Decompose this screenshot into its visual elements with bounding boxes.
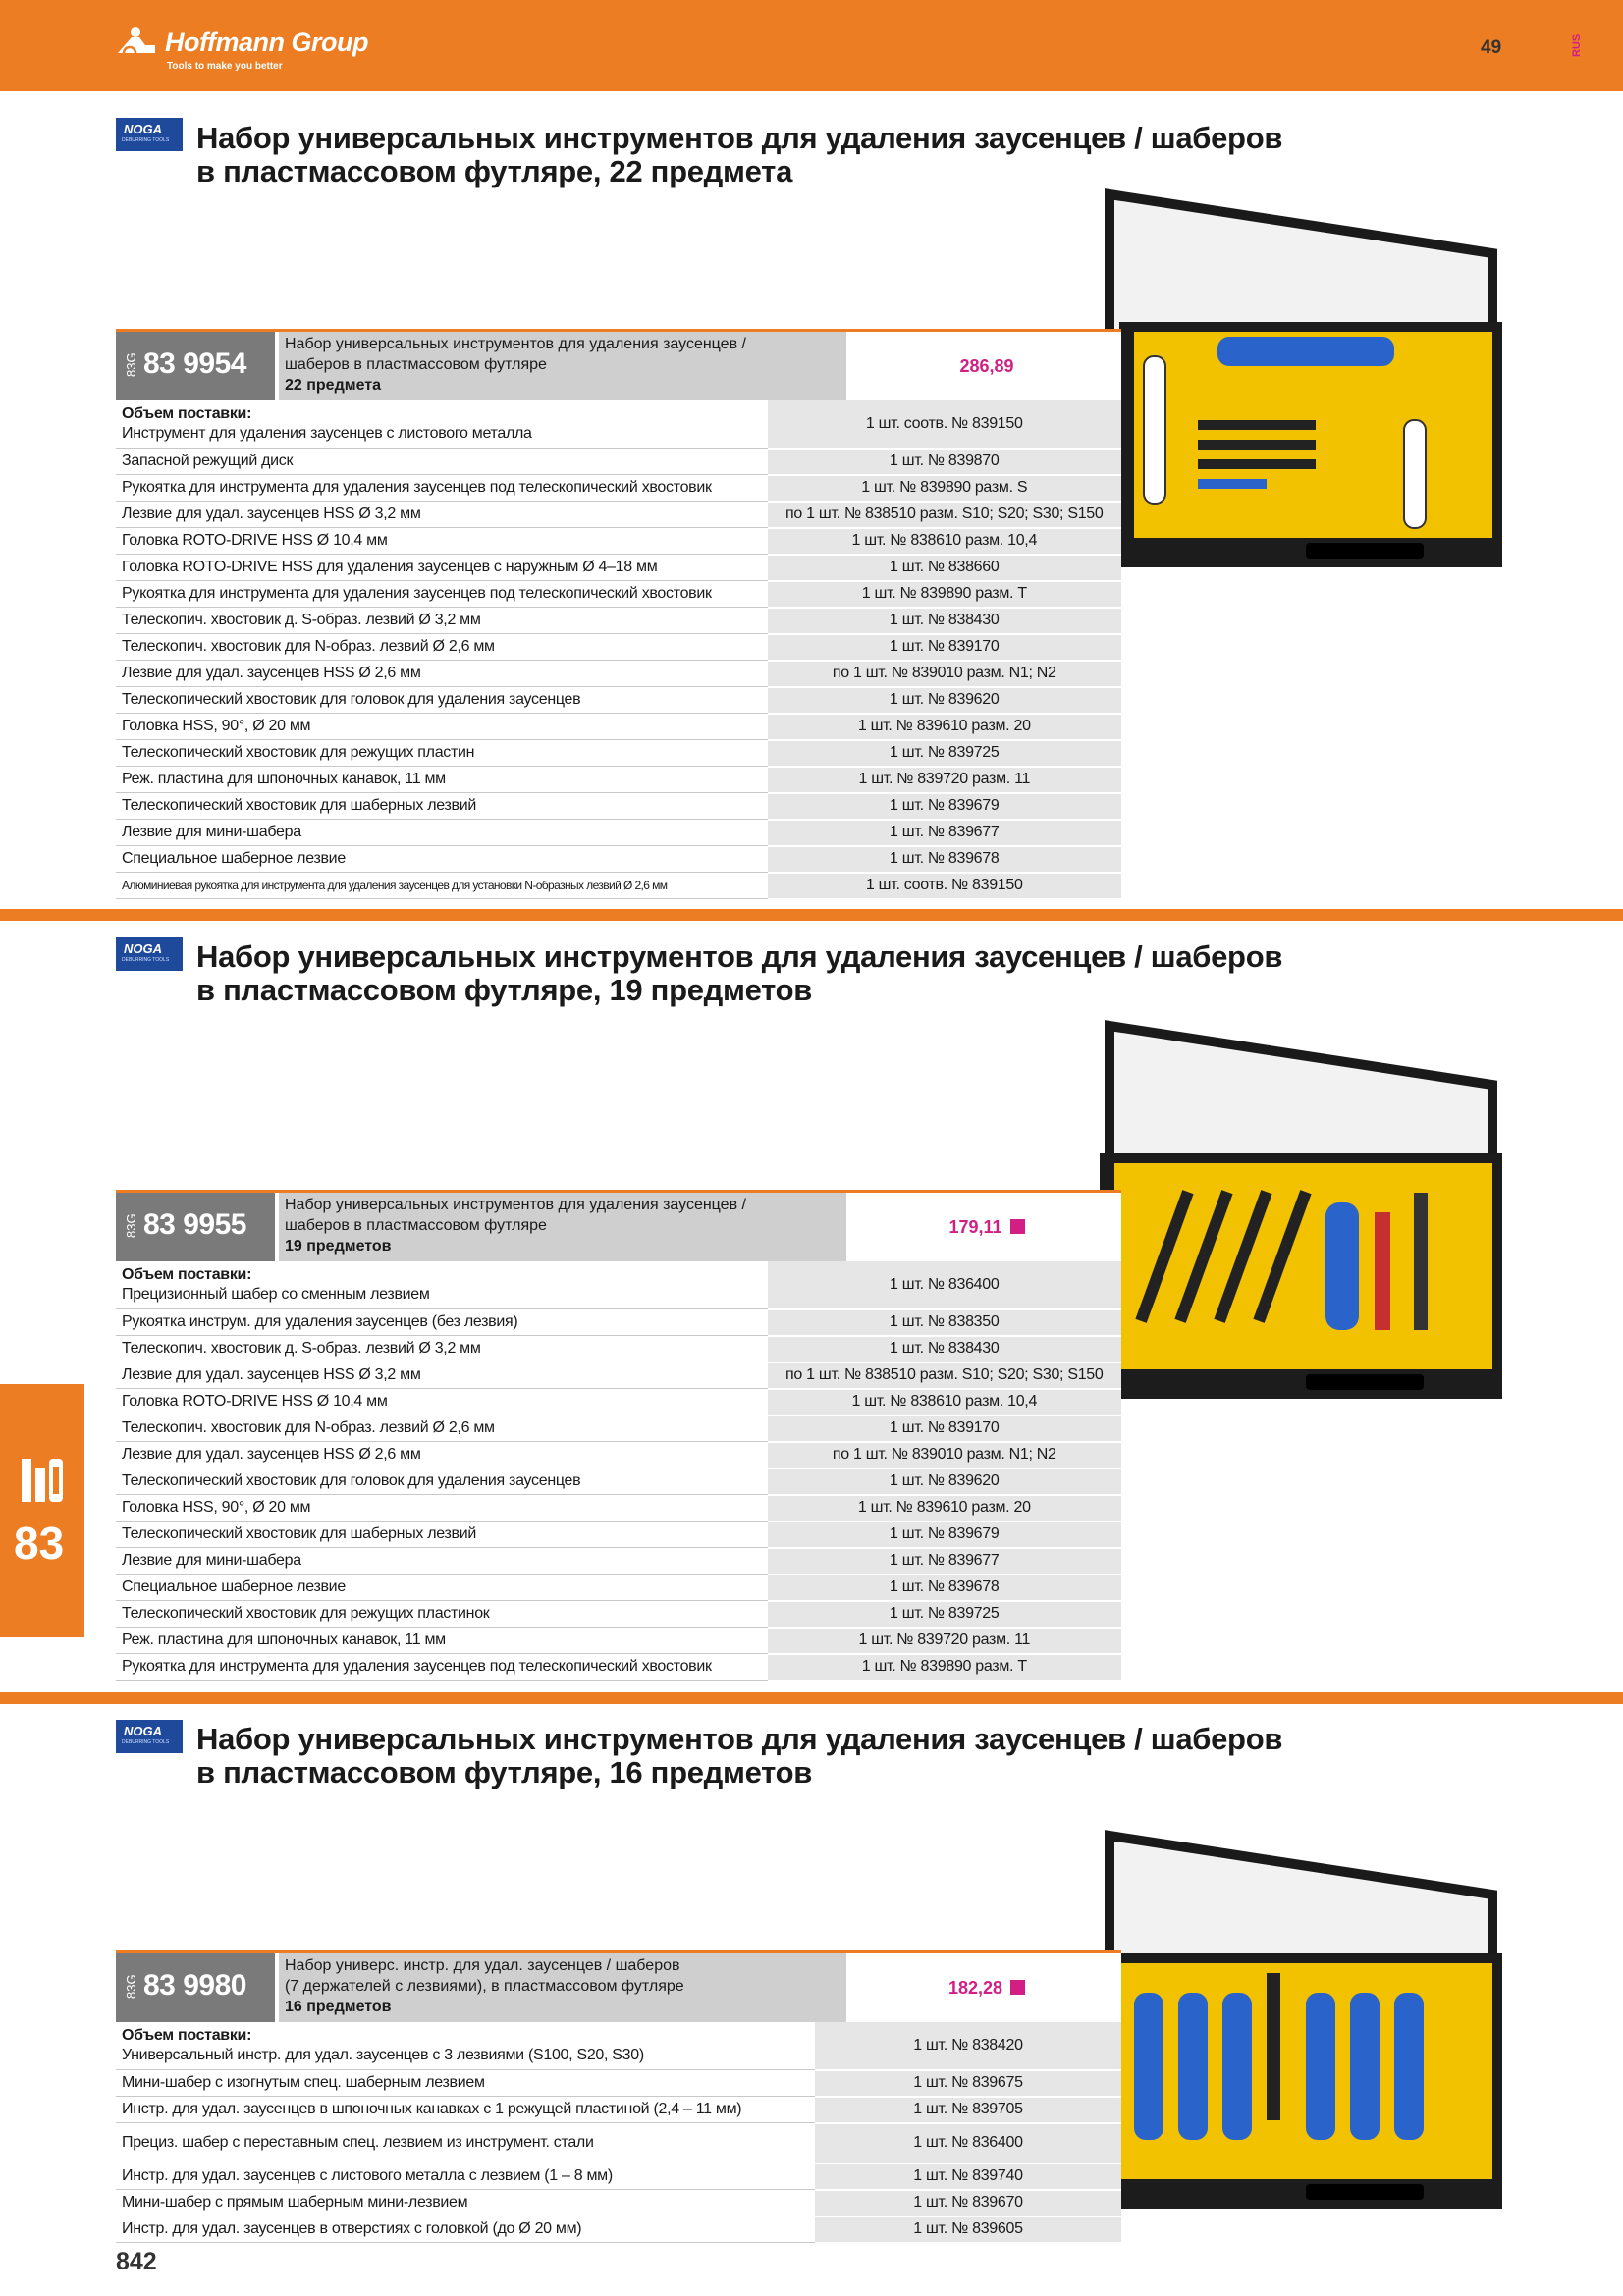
table-row: [116, 873, 1121, 899]
table-row: [116, 608, 1121, 634]
table-row: [116, 634, 1121, 661]
article-code-box: [116, 1953, 275, 2022]
table-cell: 1 шт. № 839679: [768, 1522, 1121, 1548]
text: Универсальный инстр. для удал. заусенцев с 3 лезвиями (S100, S20, S30): [122, 2047, 644, 2063]
text: Объем поставки:: [122, 2027, 252, 2044]
table-cell: 1 шт. № 839170: [768, 634, 1121, 661]
text: NOGA: [124, 1724, 162, 1738]
price: [852, 1953, 1121, 2022]
table-cell: 1 шт. № 838420: [815, 2022, 1121, 2070]
text: Прецизионный шабер со сменным лезвием: [122, 1286, 430, 1303]
table-cell: Телескопический хвостовик для шаберных лезвий: [116, 793, 768, 820]
table-cell: Лезвие для мини-шабера: [116, 820, 768, 846]
table-row: [116, 2190, 1121, 2216]
table-cell: Мини-шабер с изогнутым спец. шаберным лезвием: [116, 2070, 815, 2097]
table-row: [116, 449, 1121, 475]
text: 16 предметов: [285, 1999, 392, 2015]
contents-table: [116, 400, 1121, 900]
table-cell: Телескопич. хвостовик для N-образ. лезвий Ø 2,6 мм: [116, 1415, 768, 1442]
table-cell: Головка ROTO-DRIVE HSS Ø 10,4 мм: [116, 528, 768, 555]
price-marker-icon: [1010, 1980, 1025, 1995]
table-cell: 1 шт. № 839670: [815, 2190, 1121, 2216]
table-row: [116, 1654, 1121, 1681]
hoffmann-logo-icon: [116, 26, 161, 55]
text: 83G: [124, 1213, 138, 1238]
product-header-row: [116, 1950, 1121, 2022]
table-row: [116, 400, 1121, 449]
table-row: [116, 2216, 1121, 2243]
noga-logo: NOGA DEBURRING TOOLS: [116, 118, 183, 151]
table-cell: Рукоятка для инструмента для удаления заусенцев под телескопический хвостовик: [116, 581, 768, 608]
price-marker-icon: [1010, 1219, 1025, 1234]
table-cell: Головка ROTO-DRIVE HSS Ø 10,4 мм: [116, 1389, 768, 1415]
table-cell: 1 шт. № 839725: [768, 1601, 1121, 1628]
price: [852, 1193, 1121, 1261]
table-row: [116, 1362, 1121, 1389]
table-row: [116, 1548, 1121, 1575]
table-cell: 1 шт. соотв. № 839150: [768, 400, 1121, 449]
text: 83G: [124, 1974, 138, 1999]
table-cell: 1 шт. № 839679: [768, 793, 1121, 820]
table-row: [116, 740, 1121, 767]
table-cell: Телескопический хвостовик для головок для удаления заусенцев: [116, 1468, 768, 1495]
text: 286,89: [959, 356, 1014, 376]
text: 182,28: [947, 1978, 1003, 1998]
noga-logo: NOGA DEBURRING TOOLS: [116, 1720, 183, 1753]
table-row: [116, 1309, 1121, 1336]
table-row: [116, 2022, 1121, 2070]
table-cell: Рукоятка для инструмента для удаления заусенцев под телескопический хвостовик: [116, 1654, 768, 1681]
section-separator: [0, 909, 1623, 921]
text: NOGA: [124, 941, 162, 956]
table-cell: 1 шт. № 839677: [768, 820, 1121, 846]
table-row: [116, 1389, 1121, 1415]
table-cell: 1 шт. № 838610 разм. 10,4: [768, 1389, 1121, 1415]
table-cell: 1 шт. № 838430: [768, 608, 1121, 634]
language-code: RUS: [1571, 33, 1583, 57]
table-cell: 1 шт. № 839678: [768, 1575, 1121, 1601]
table-row: [116, 687, 1121, 714]
table-row: [116, 767, 1121, 793]
table-cell: Реж. пластина для шпоночных канавок, 11 мм: [116, 1628, 768, 1654]
text: (7 держателей с лезвиями), в пластмассовом футляре: [285, 1978, 684, 1995]
table-row: [116, 1261, 1121, 1309]
text: 179,11: [948, 1217, 1002, 1237]
table-row: [116, 1415, 1121, 1442]
table-cell: 1 шт. № 839677: [768, 1548, 1121, 1575]
page-number-top: 49: [1481, 37, 1502, 58]
product-title: [196, 940, 1282, 1007]
table-cell: Телескопический хвостовик для шаберных лезвий: [116, 1522, 768, 1548]
text: 22 предмета: [285, 377, 381, 394]
chapter-tab: [0, 1384, 84, 1637]
price: [852, 332, 1121, 400]
table-cell: Телескопич. хвостовик для N-образ. лезвий Ø 2,6 мм: [116, 634, 768, 661]
table-cell: Инстр. для удал. заусенцев в отверстиях с головкой (до Ø 20 мм): [116, 2216, 815, 2243]
text: Набор универс. инстр. для удал. заусенцев / шаберов: [285, 1957, 680, 1974]
table-cell: 1 шт. № 838660: [768, 555, 1121, 581]
table-row: [116, 2070, 1121, 2097]
top-bar: [0, 0, 1623, 91]
deburring-tool-icon: [18, 1455, 69, 1506]
table-cell: 1 шт. № 836400: [815, 2123, 1121, 2163]
table-cell: Головка ROTO-DRIVE HSS для удаления заусенцев с наружным Ø 4–18 мм: [116, 555, 768, 581]
table-row: [116, 1495, 1121, 1522]
table-row: [116, 1522, 1121, 1548]
table-row: [116, 475, 1121, 502]
table-row: [116, 1336, 1121, 1362]
noga-logo: NOGA DEBURRING TOOLS: [116, 937, 183, 971]
product-image-case-22: [1080, 185, 1512, 577]
table-cell: Лезвие для мини-шабера: [116, 1548, 768, 1575]
table-cell: 1 шт. № 838610 разм. 10,4: [768, 528, 1121, 555]
table-row: [116, 793, 1121, 820]
product-description: [279, 1953, 846, 2022]
section-separator: [0, 1692, 1623, 1704]
table-cell: 1 шт. № 839610 разм. 20: [768, 714, 1121, 740]
table-cell: Головка HSS, 90°, Ø 20 мм: [116, 1495, 768, 1522]
brand-tagline: Tools to make you better: [167, 61, 283, 72]
table-row: [116, 714, 1121, 740]
table-cell: 1 шт. № 839890 разм. T: [768, 581, 1121, 608]
table-cell: по 1 шт. № 838510 разм. S10; S20; S30; S150: [768, 1362, 1121, 1389]
table-cell: 1 шт. № 839725: [768, 740, 1121, 767]
text: в пластмассовом футляре, 16 предметов: [196, 1755, 813, 1789]
text: Набор универсальных инструментов для удаления заусенцев /: [285, 1197, 746, 1213]
table-cell: Прециз. шабер с переставным спец. лезвием из инструмент. стали: [116, 2123, 815, 2163]
product-description: [279, 1193, 846, 1261]
text: в пластмассовом футляре, 19 предметов: [196, 973, 813, 1007]
table-cell: Телескопич. хвостовик д. S-образ. лезвий Ø 3,2 мм: [116, 608, 768, 634]
table-cell: Головка HSS, 90°, Ø 20 мм: [116, 714, 768, 740]
table-cell: 1 шт. № 839705: [815, 2097, 1121, 2123]
table-row: [116, 555, 1121, 581]
table-cell: 1 шт. № 839620: [768, 1468, 1121, 1495]
table-cell: Телескопич. хвостовик д. S-образ. лезвий Ø 3,2 мм: [116, 1336, 768, 1362]
text: Набор универсальных инструментов для удаления заусенцев /: [285, 336, 746, 352]
table-cell: 1 шт. № 839610 разм. 20: [768, 1495, 1121, 1522]
product-title: [196, 122, 1282, 188]
table-row: [116, 1468, 1121, 1495]
product-description: [279, 332, 846, 400]
table-cell: 1 шт. № 839720 разм. 11: [768, 767, 1121, 793]
article-number: 83 9980: [143, 1969, 246, 2002]
table-row: [116, 1575, 1121, 1601]
table-cell: Алюминиевая рукоятка для инструмента для удаления заусенцев для установки N-образных лезвий Ø 2,6 мм: [116, 873, 768, 899]
table-cell: Лезвие для удал. заусенцев HSS Ø 2,6 мм: [116, 1442, 768, 1468]
contents-table: [116, 1261, 1121, 1682]
text: 19 предметов: [285, 1238, 392, 1255]
text: Набор универсальных инструментов для удаления заусенцев / шаберов: [196, 939, 1283, 974]
table-row: [116, 1442, 1121, 1468]
table-row: [116, 528, 1121, 555]
product-header-row: [116, 329, 1121, 400]
text: Набор универсальных инструментов для удаления заусенцев / шаберов: [196, 121, 1283, 155]
table-row: [116, 846, 1121, 873]
text: Объем поставки:: [122, 1266, 252, 1283]
table-cell: Специальное шаберное лезвие: [116, 846, 768, 873]
table-cell: 1 шт. № 839720 разм. 11: [768, 1628, 1121, 1654]
table-cell: по 1 шт. № 839010 разм. N1; N2: [768, 661, 1121, 687]
table-row: [116, 1628, 1121, 1654]
table-cell: 1 шт. № 836400: [768, 1261, 1121, 1309]
table-cell: 1 шт. № 839890 разм. T: [768, 1654, 1121, 1681]
table-cell: Реж. пластина для шпоночных канавок, 11 мм: [116, 767, 768, 793]
table-cell: 1 шт. № 838350: [768, 1309, 1121, 1336]
contents-table: [116, 2022, 1121, 2244]
page-number-bottom: 842: [116, 2248, 157, 2275]
table-row: [116, 502, 1121, 528]
table-row: [116, 820, 1121, 846]
table-cell: Телескопический хвостовик для режущих пластин: [116, 740, 768, 767]
table-cell: по 1 шт. № 838510 разм. S10; S20; S30; S150: [768, 502, 1121, 528]
article-number: 83 9954: [143, 347, 246, 380]
table-cell: 1 шт. № 839620: [768, 687, 1121, 714]
text: Объем поставки:: [122, 405, 252, 422]
product-title: [196, 1723, 1282, 1789]
table-cell: Лезвие для удал. заусенцев HSS Ø 3,2 мм: [116, 1362, 768, 1389]
table-row: [116, 2163, 1121, 2190]
product-header-row: [116, 1190, 1121, 1261]
brand-name: Hoffmann Group: [165, 27, 368, 57]
table-cell: Рукоятка для инструмента для удаления заусенцев под телескопический хвостовик: [116, 475, 768, 502]
table-cell: 1 шт. соотв. № 839150: [768, 873, 1121, 899]
product-image-case-19: [1080, 1016, 1512, 1409]
table-cell: Инстр. для удал. заусенцев с листового металла с лезвием (1 – 8 мм): [116, 2163, 815, 2190]
table-cell: 1 шт. № 838430: [768, 1336, 1121, 1362]
table-row: [116, 661, 1121, 687]
article-code-box: [116, 1193, 275, 1261]
table-cell: 1 шт. № 839890 разм. S: [768, 475, 1121, 502]
chapter-number: 83: [14, 1518, 65, 1569]
table-row: [116, 2097, 1121, 2123]
text: шаберов в пластмассовом футляре: [285, 1217, 547, 1234]
table-cell: Телескопический хвостовик для головок для удаления заусенцев: [116, 687, 768, 714]
text: Набор универсальных инструментов для удаления заусенцев / шаберов: [196, 1722, 1283, 1756]
table-cell: 1 шт. № 839605: [815, 2216, 1121, 2243]
table-row: [116, 581, 1121, 608]
table-cell: Мини-шабер с прямым шаберным мини-лезвием: [116, 2190, 815, 2216]
text: NOGA: [124, 122, 162, 136]
table-cell: 1 шт. № 839740: [815, 2163, 1121, 2190]
table-cell: Рукоятка инструм. для удаления заусенцев (без лезвия): [116, 1309, 768, 1336]
article-number: 83 9955: [143, 1208, 246, 1241]
table-cell: по 1 шт. № 839010 разм. N1; N2: [768, 1442, 1121, 1468]
table-row: [116, 2123, 1121, 2163]
product-image-case-16: [1080, 1826, 1512, 2218]
table-cell: Запасной режущий диск: [116, 449, 768, 475]
article-code-box: [116, 332, 275, 400]
table-cell: 1 шт. № 839675: [815, 2070, 1121, 2097]
table-row: [116, 1601, 1121, 1628]
text: Инструмент для удаления заусенцев с листового металла: [122, 425, 532, 442]
table-cell: Лезвие для удал. заусенцев HSS Ø 2,6 мм: [116, 661, 768, 687]
table-cell: 1 шт. № 839170: [768, 1415, 1121, 1442]
table-cell: Специальное шаберное лезвие: [116, 1575, 768, 1601]
text: в пластмассовом футляре, 22 предмета: [196, 154, 793, 188]
text: шаберов в пластмассовом футляре: [285, 356, 547, 373]
table-cell: Инстр. для удал. заусенцев в шпоночных канавках с 1 режущей пластиной (2,4 – 11 мм): [116, 2097, 815, 2123]
table-cell: 1 шт. № 839870: [768, 449, 1121, 475]
table-cell: 1 шт. № 839678: [768, 846, 1121, 873]
text: 83G: [124, 352, 138, 377]
table-cell: Лезвие для удал. заусенцев HSS Ø 3,2 мм: [116, 502, 768, 528]
table-cell: Телескопический хвостовик для режущих пластинок: [116, 1601, 768, 1628]
